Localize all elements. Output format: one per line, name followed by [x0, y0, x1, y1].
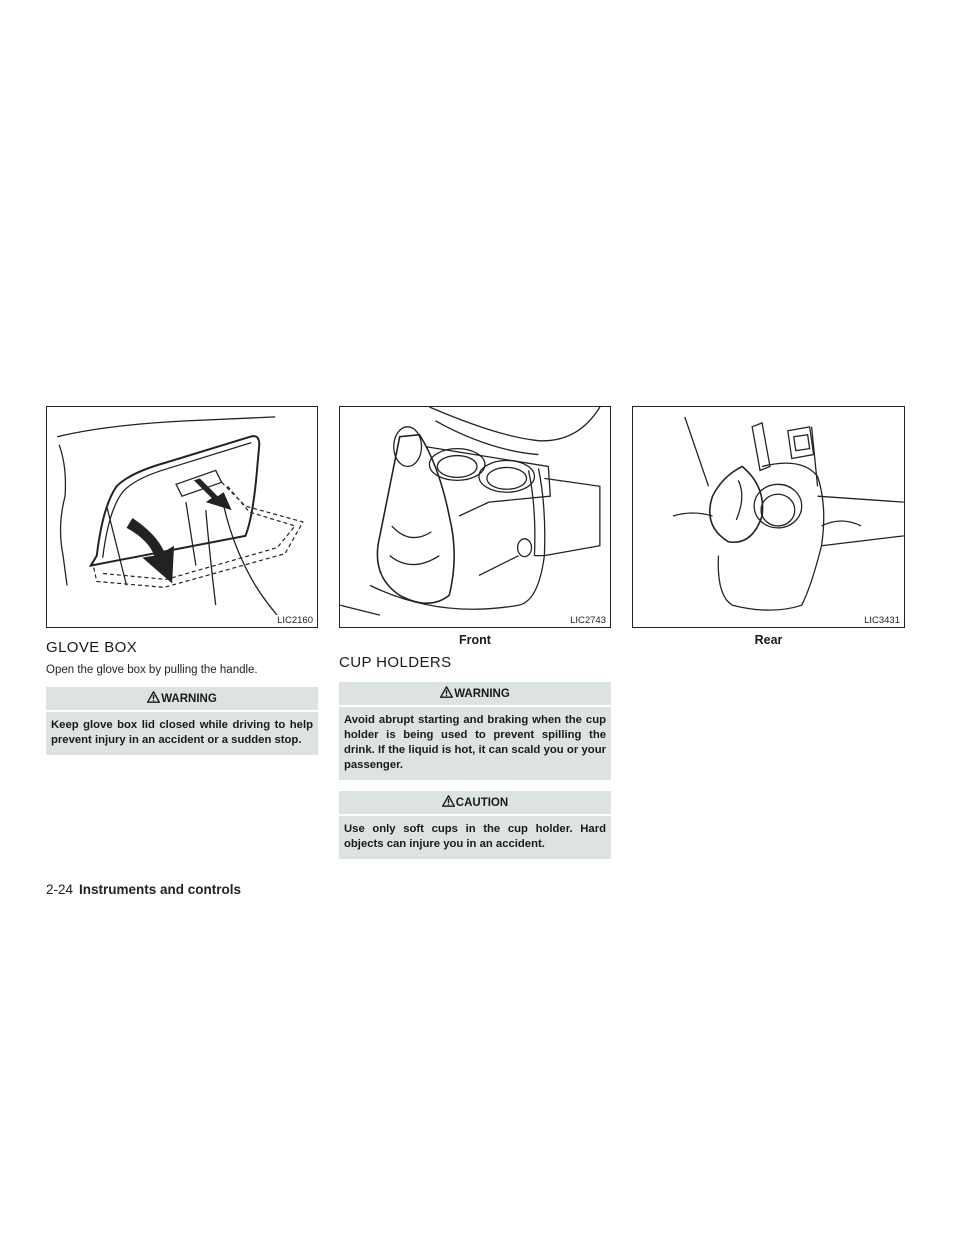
warning-header	[339, 682, 611, 707]
warning-title: WARNING	[161, 693, 217, 705]
rear-cup-holder-illustration	[632, 406, 905, 628]
figure-id: LIC2160	[277, 615, 313, 626]
caution-header	[339, 791, 611, 816]
section-title: Instruments and controls	[79, 882, 242, 897]
body-text: Open the glove box by pulling the handle.	[46, 664, 258, 676]
warning-header	[46, 687, 318, 712]
front-cup-holder-drawing	[340, 407, 610, 627]
page-number: 2-24	[46, 882, 74, 897]
rear-cup-holder-figure	[632, 406, 905, 647]
warning-icon	[440, 686, 453, 698]
warning-title: WARNING	[454, 688, 510, 700]
figure-id: LIC2743	[570, 615, 606, 626]
caution-box	[339, 791, 611, 859]
section-heading: CUP HOLDERS	[339, 654, 452, 671]
glove-box-section	[46, 406, 318, 755]
caution-text: Use only soft cups in the cup holder. Hard objects can injure you in an accident.	[344, 823, 606, 850]
caution-title: CAUTION	[455, 797, 509, 809]
front-cup-holder-illustration	[339, 406, 611, 628]
warning-text: Avoid abrupt starting and braking when the cup holder is being used to prevent spilling the drink. If the liquid is hot, it can scald you or your passenger.	[344, 714, 606, 771]
warning-box	[46, 687, 318, 755]
cup-holders-section	[339, 406, 611, 859]
glove-box-illustration	[46, 406, 318, 628]
page-footer	[46, 882, 241, 897]
figure-caption: Rear	[754, 633, 783, 647]
rear-cup-holder-drawing	[633, 407, 904, 627]
figure-id: LIC3431	[864, 615, 900, 626]
warning-box	[339, 682, 611, 780]
warning-icon	[147, 691, 160, 703]
glove-box-drawing	[47, 407, 317, 627]
caution-icon	[442, 795, 455, 807]
warning-text: Keep glove box lid closed while driving to help prevent injury in an accident or a sudden stop.	[51, 719, 313, 746]
section-heading: GLOVE BOX	[46, 639, 138, 656]
figure-caption: Front	[459, 633, 491, 647]
